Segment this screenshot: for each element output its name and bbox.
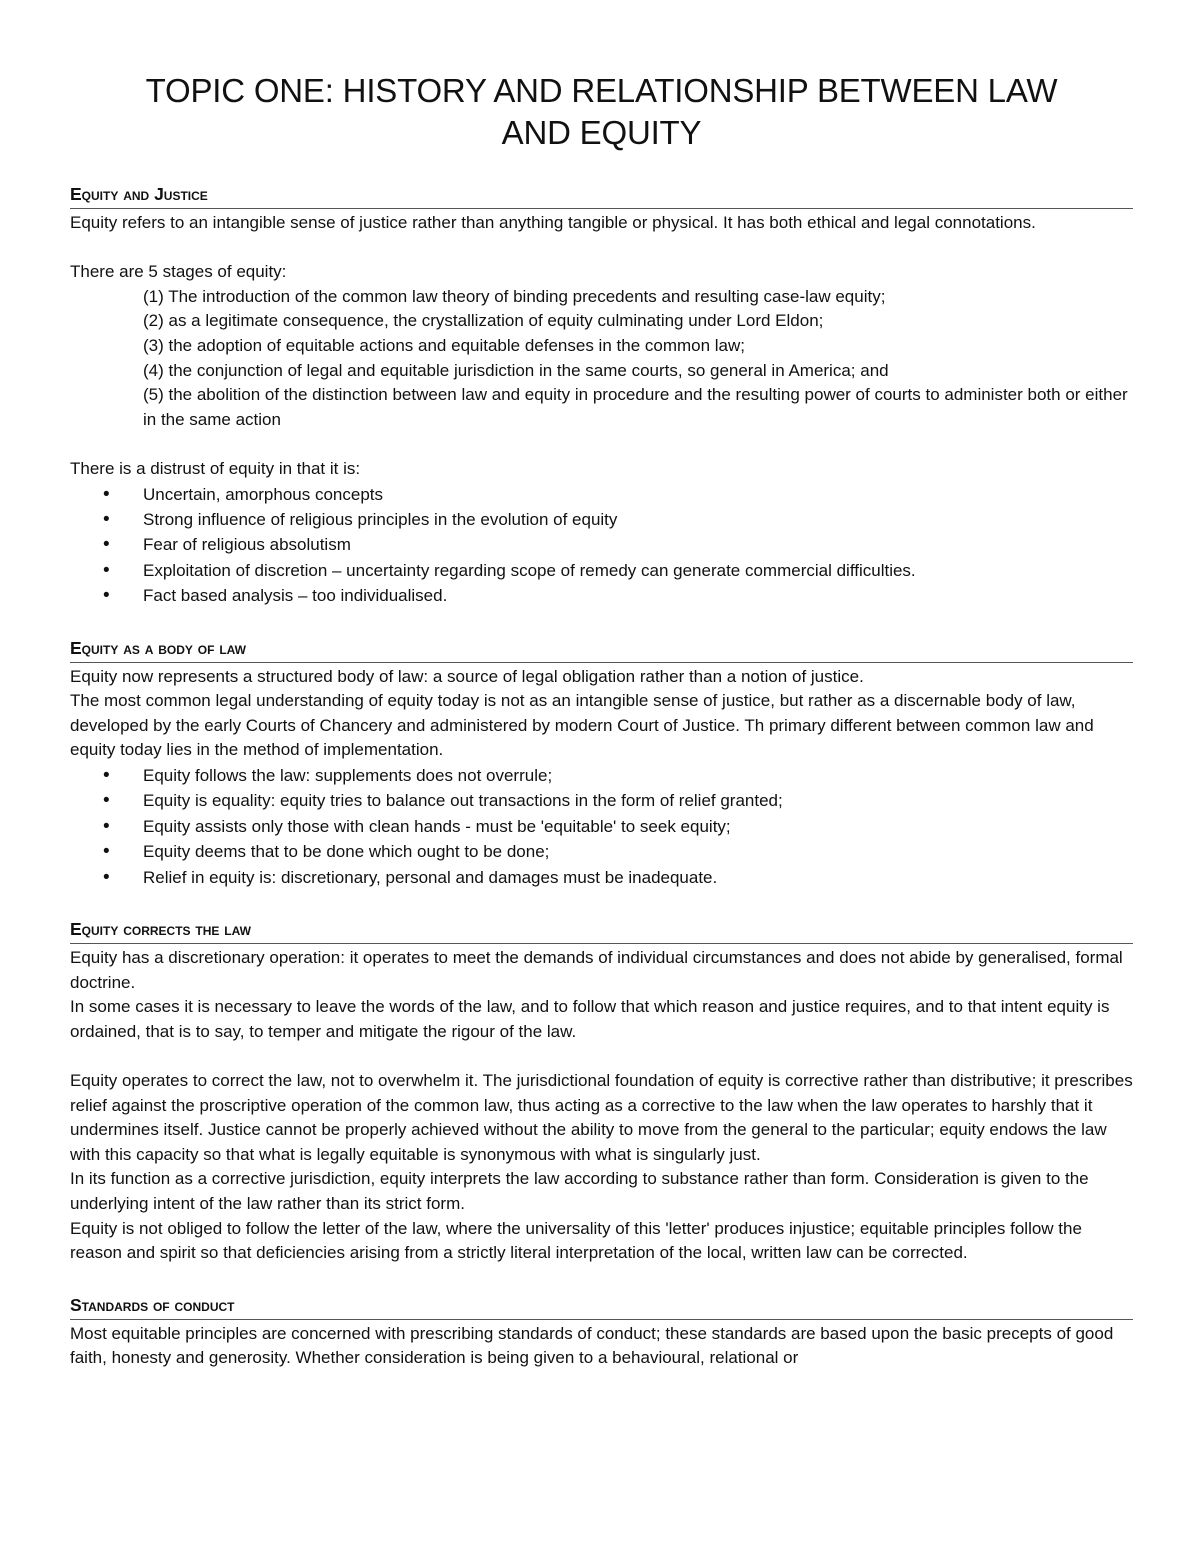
list-item: • Exploitation of discretion – uncertainty regarding scope of remedy can generate commercial difficulties. [70, 558, 1133, 583]
section-equity-as-body-of-law [70, 638, 1133, 890]
paragraph: Most equitable principles are concerned with prescribing standards of conduct; these standards are based upon the basic precepts of good faith, honesty and generosity. Whether consideration is being given to a behavioural, relational or [70, 1323, 1114, 1368]
paragraph: There is a distrust of equity in that it is: [70, 458, 361, 478]
title-line-2: AND EQUITY [501, 114, 702, 151]
list-item: • Equity follows the law: supplements does not overrule; [70, 763, 1133, 788]
paragraph: In its function as a corrective jurisdiction, equity interprets the law according to substance rather than form. Consideration is given to the underlying intent of the law rather than its strict form. [70, 1169, 1089, 1213]
list-item: • Equity deems that to be done which ought to be done; [70, 839, 1133, 864]
maxims-list [70, 763, 1133, 890]
section-heading: Equity as a body of law [70, 638, 1133, 663]
list-item: (3) the adoption of equitable actions and equitable defenses in the common law; [143, 335, 746, 355]
list-item: • Equity assists only those with clean hands - must be 'equitable' to seek equity; [70, 814, 1133, 839]
paragraph: Equity is not obliged to follow the letter of the law, where the universality of this 'letter' produces injustice; equitable principles follow the reason and spirit so that deficiencies arising from a strictly literal interpretation of the local, written law can be corrected. [70, 1218, 1082, 1263]
section-equity-corrects-the-law [70, 919, 1133, 1266]
list-item: • Strong influence of religious principles in the evolution of equity [70, 507, 1133, 532]
section-heading: Equity corrects the law [70, 919, 1133, 944]
list-item: (1) The introduction of the common law theory of binding precedents and resulting case-law equity; [143, 286, 886, 306]
paragraph: There are 5 stages of equity: [70, 262, 287, 282]
list-item: (5) the abolition of the distinction between law and equity in procedure and the resulting power of courts to administer both or either in the same action [143, 385, 1128, 429]
section-heading: Standards of conduct [70, 1295, 1133, 1320]
document-title [70, 70, 1133, 154]
section-standards-of-conduct [70, 1295, 1133, 1371]
list-item: (4) the conjunction of legal and equitable jurisdiction in the same courts, so general in America; and [143, 360, 889, 380]
list-item: • Fact based analysis – too individualised. [70, 583, 1133, 608]
paragraph: Equity refers to an intangible sense of justice rather than anything tangible or physical. It has both ethical and legal connotations. [70, 213, 1036, 232]
title-line-1: TOPIC ONE: HISTORY AND RELATIONSHIP BETWEEN LAW [145, 72, 1058, 109]
section-equity-and-justice [70, 184, 1133, 609]
stages-list [70, 285, 1133, 433]
paragraph: The most common legal understanding of equity today is not as an intangible sense of justice, but rather as a discernable body of law, developed by the early Courts of Chancery and administered by modern Court of Justice. Th primary different between common law and equity today lies in the method of implementation. [70, 691, 1094, 760]
section-heading: Equity and Justice [70, 184, 1133, 209]
list-item: (2) as a legitimate consequence, the crystallization of equity culminating under Lord Eldon; [143, 311, 824, 331]
list-item: • Relief in equity is: discretionary, personal and damages must be inadequate. [70, 865, 1133, 890]
paragraph: Equity operates to correct the law, not to overwhelm it. The jurisdictional foundation of equity is corrective rather than distributive; it prescribes relief against the proscriptive operation of the common law, thus acting as a corrective to the law when the law operates to harshly that it undermines itself. Justice cannot be properly achieved without the ability to move from the general to the particular; equity endows the law with this capacity so that what is legally equitable is synonymous with what is singularly just. [70, 1070, 1133, 1164]
paragraph: In some cases it is necessary to leave the words of the law, and to follow that which reason and justice requires, and to that intent equity is ordained, that is to say, to temper and mitigate the rigour of the law. [70, 997, 1110, 1041]
list-item: • Equity is equality: equity tries to balance out transactions in the form of relief granted; [70, 788, 1133, 813]
list-item: • Fear of religious absolutism [70, 532, 1133, 557]
paragraph: Equity has a discretionary operation: it operates to meet the demands of individual circumstances and does not abide by generalised, formal doctrine. [70, 947, 1123, 992]
document-page [70, 0, 1133, 1371]
list-item: • Uncertain, amorphous concepts [70, 482, 1133, 507]
paragraph: Equity now represents a structured body of law: a source of legal obligation rather than a notion of justice. [70, 666, 864, 686]
distrust-list [70, 482, 1133, 609]
